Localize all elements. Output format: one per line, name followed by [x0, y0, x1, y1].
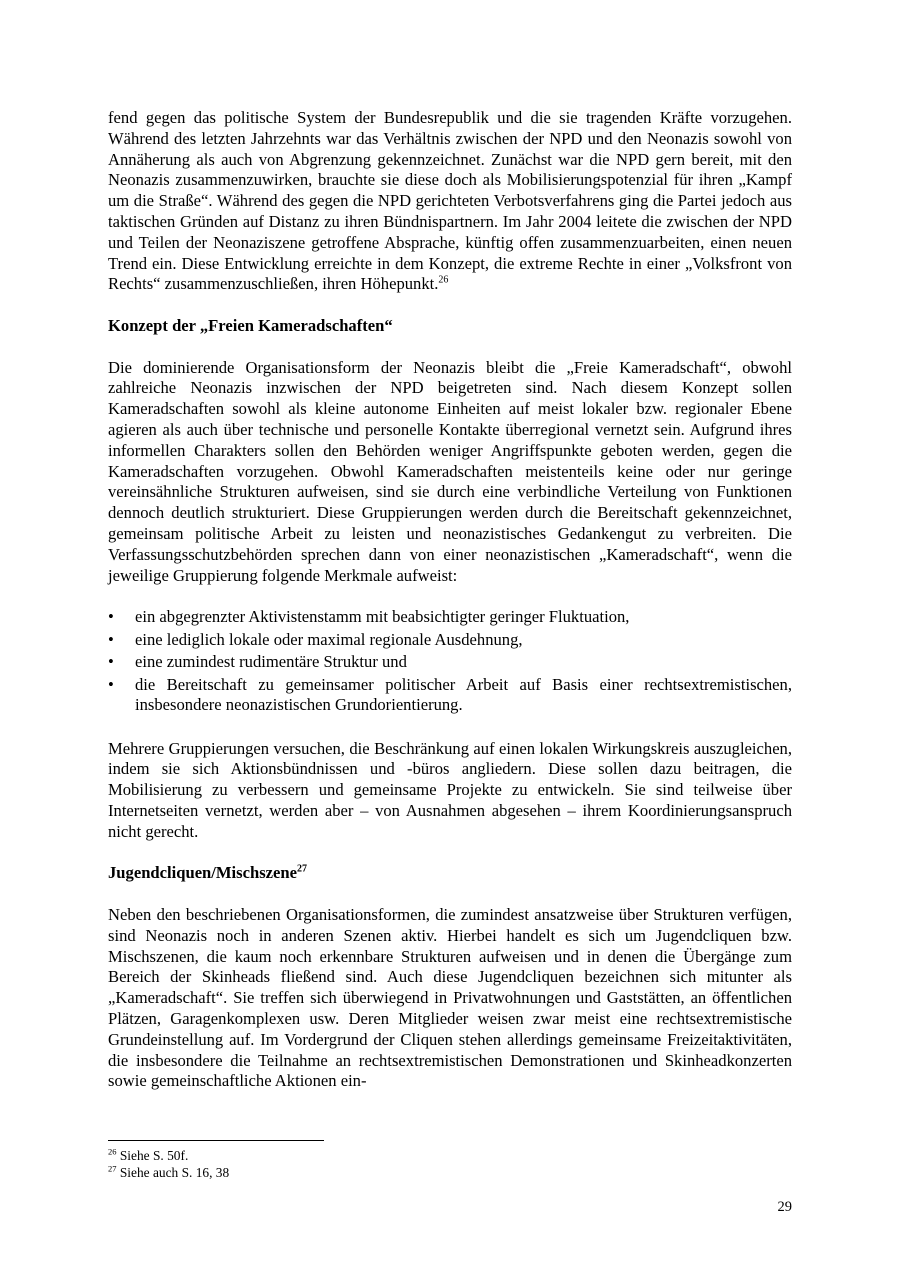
- footnote-divider: [108, 1140, 324, 1141]
- bullet-list: [108, 607, 792, 716]
- list-item-text: eine lediglich lokale oder maximal regionale Ausdehnung,: [135, 629, 523, 649]
- main-text: [108, 108, 792, 1092]
- paragraph-1: [108, 108, 792, 295]
- list-item: [108, 675, 792, 717]
- list-item-text: ein abgegrenzter Aktivistenstamm mit beabsichtigter geringer Fluktuation,: [135, 607, 630, 627]
- footnote-ref-27: 27: [297, 863, 307, 875]
- bullet-icon: •: [108, 607, 114, 627]
- footnote-26: [108, 1148, 792, 1165]
- list-item-text: eine zumindest rudimentäre Struktur und: [135, 652, 407, 672]
- list-item: [108, 652, 792, 673]
- footnote-number: 26: [108, 1146, 117, 1157]
- section-heading-jugendcliquen-text: Jugendcliquen/Mischszene: [108, 863, 297, 883]
- page-number: 29: [777, 1199, 792, 1215]
- paragraph-2: Die dominierende Organisationsform der Neonazis bleibt die „Freie Kameradschaft“, obwohl zahlreiche Neonazis inzwischen der NPD beigetreten sind. Nach diesem Konzept sollen Kameradschaften sowohl als kleine autonome Einheiten auf meist lokaler bzw. regionaler Ebene agieren als auch über technische und personelle Kontakte überregional vernetzt sein. Aufgrund ihres informellen Charakters sollen den Behörden weniger Angriffspunkte geboten werden, gegen die Kameradschaften vorzugehen. Obwohl Kameradschaften meistenteils keine oder nur geringe vereinsähnliche Strukturen aufweisen, sind sie durch eine verbindliche Verteilung von Funktionen dennoch deutlich strukturiert. Diese Gruppierungen werden durch die Bereitschaft gekennzeichnet, gemeinsam politische Arbeit zu leisten und neonazistisches Gedankengut zu verbreiten. Die Verfassungsschutzbehörden sprechen dann von einer neonazistischen „Kameradschaft“, wenn die jeweilige Gruppierung folgende Merkmale aufweist:: [108, 357, 792, 585]
- paragraph-4: Neben den beschriebenen Organisationsformen, die zumindest ansatzweise über Strukturen verfügen, sind Neonazis noch in anderen Szenen aktiv. Hierbei handelt es sich um Jugendcliquen bzw. Mischszenen, die kaum noch erkennbare Strukturen aufweisen und in denen die Übergänge zum Bereich der Skinheads fließend sind. Auch diese Jugendcliquen bezeichnen sich mitunter als „Kameradschaft“. Sie treffen sich überwiegend in Privatwohnungen und Gaststätten, an öffentlichen Plätzen, Garagenkomplexen usw. Deren Mitglieder weisen zwar meist eine rechtsextremistische Grundeinstellung auf. Im Vordergrund der Cliquen stehen allerdings gemeinsame Freizeitaktivitäten, die insbesondere die Teilnahme an rechtsextremistischen Demonstrationen und Skinheadkonzerten sowie gemeinschaftliche Aktionen ein-: [108, 905, 792, 1091]
- footnote-text: Siehe auch S. 16, 38: [119, 1164, 230, 1180]
- list-item-text: die Bereitschaft zu gemeinsamer politischer Arbeit auf Basis einer rechtsextremistischen, insbesondere neonazistischen Grundorientierung.: [135, 674, 792, 715]
- section-heading-kameradschaften: [108, 316, 792, 337]
- footnote-number: 27: [108, 1163, 117, 1174]
- footnote-27: [108, 1165, 792, 1182]
- paragraph-1-text: fend gegen das politische System der Bundesrepublik und die sie tragenden Kräfte vorzugehen. Während des letzten Jahrzehnts war das Verhältnis zwischen der NPD und den Neonazis sowohl von Annäherung als auch von Abgrenzung gekennzeichnet. Zunächst war die NPD gern bereit, mit den Neonazis zusammenzuwirken, brauchte sie diese doch als Mobilisierungspotenzial für ihren „Kampf um die Straße“. Während des gegen die NPD gerichteten Verbotsverfahrens ging die Partei jedoch aus taktischen Gründen auf Distanz zu ihren Bündnispartnern. Im Jahr 2004 leitete die zwischen der NPD und Teilen der Neonaziszene getroffene Absprache, künftig offen zusammenzuarbeiten, einen neuen Trend ein. Diese Entwicklung erreichte in dem Konzept, die extreme Rechte in einer „Volksfront von Rechts“ zusammenzuschließen, ihren Höhepunkt.: [108, 108, 792, 294]
- section-heading-kameradschaften-text: Konzept der „Freien Kameradschaften“: [108, 315, 393, 335]
- paragraph-3: Mehrere Gruppierungen versuchen, die Beschränkung auf einen lokalen Wirkungskreis auszugleichen, indem sie sich Aktionsbündnissen und -büros angliedern. Diese sollen dazu beitragen, die Mobilisierung zu verbessern und gemeinsame Projekte zu entwickeln. Sie sind teilweise über Internetseiten vernetzt, werden aber – von Ausnahmen abgesehen – ihrem Koordinierungsanspruch nicht gerecht.: [108, 738, 792, 841]
- section-heading-jugendcliquen: [108, 863, 792, 884]
- bullet-icon: •: [108, 674, 114, 694]
- footnote-ref-26: 26: [438, 274, 449, 286]
- bullet-icon: •: [108, 652, 114, 672]
- bullet-icon: •: [108, 629, 114, 649]
- footnotes: [108, 1148, 792, 1181]
- footnote-text: Siehe S. 50f.: [119, 1148, 189, 1163]
- list-item: [108, 607, 792, 628]
- list-item: [108, 630, 792, 651]
